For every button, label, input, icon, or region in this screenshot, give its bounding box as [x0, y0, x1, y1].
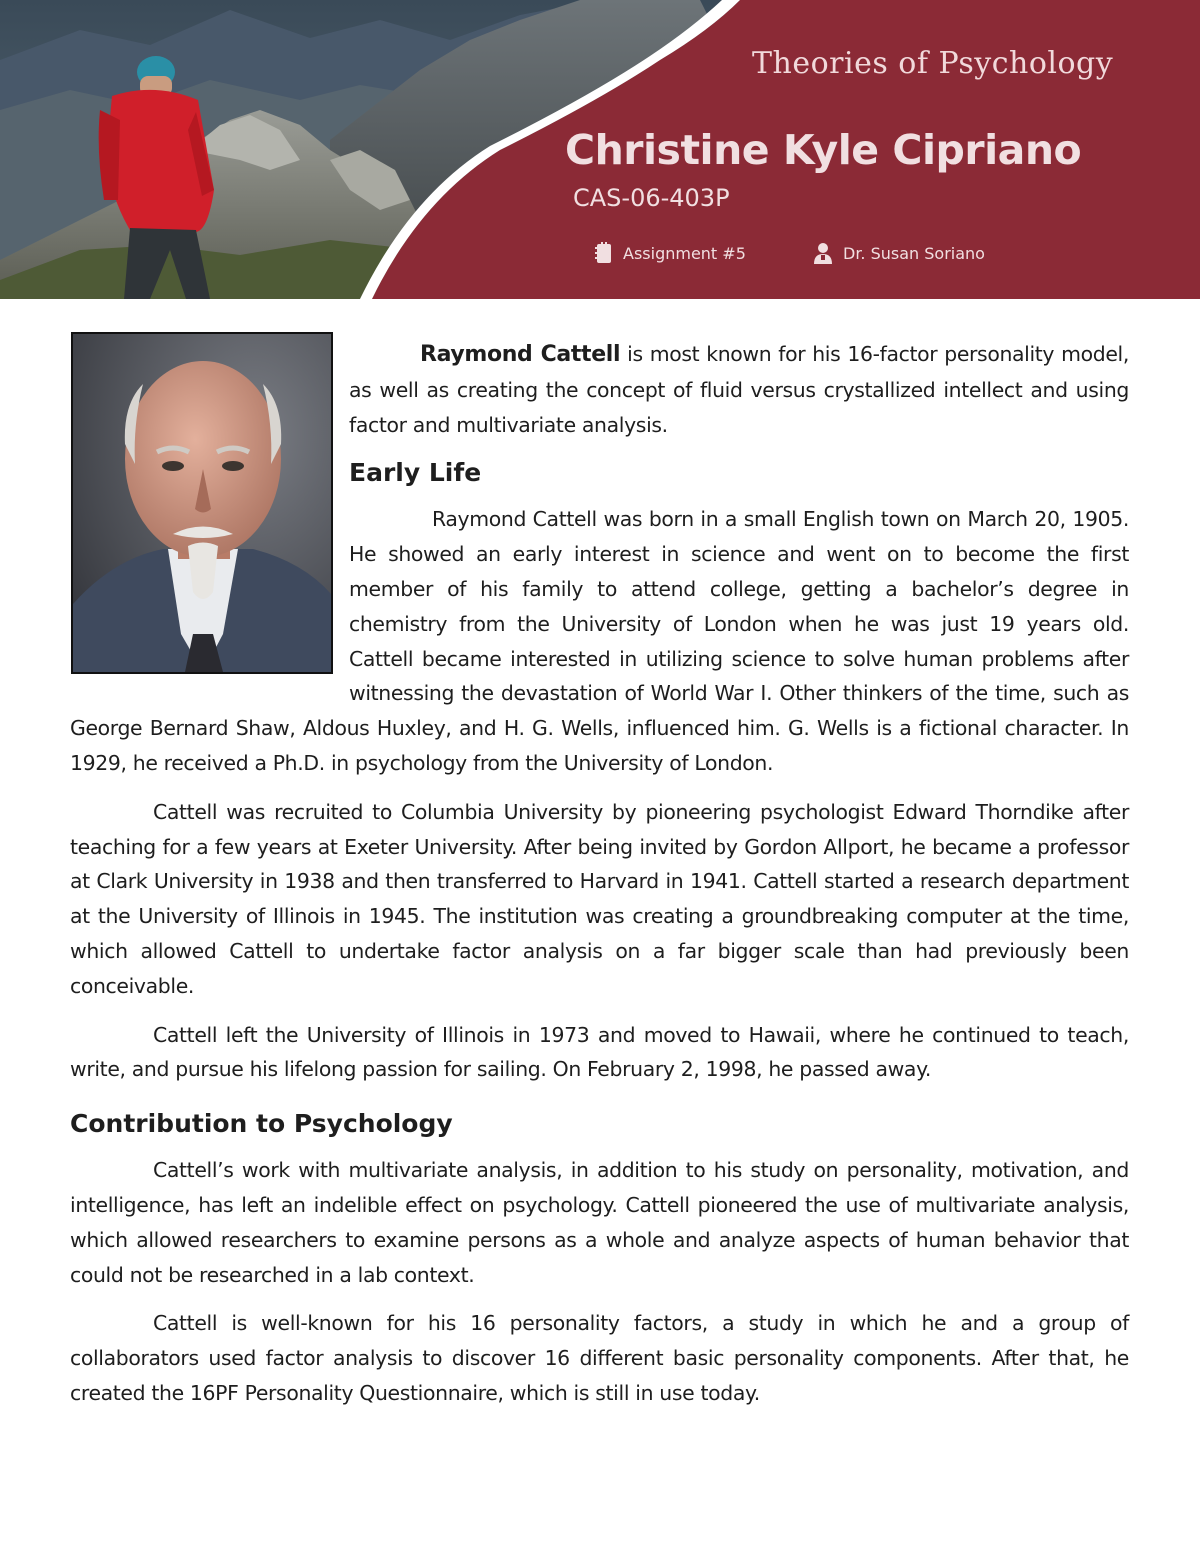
intro-text: is most known for his 16-factor personality model, as well as creating the concept of fluid versus crystallized intellect and using factor and multivariate analysis.: [349, 342, 1129, 437]
teacher-icon: [812, 242, 834, 264]
professor-info: [812, 242, 985, 264]
portrait-float-space: [70, 337, 349, 686]
section-heading: Contribution to Psychology: [70, 1109, 453, 1139]
section-paragraph: Raymond Cattell was born in a small English town on March 20, 1905. He showed an early interest in science and went on to become the first member of his family to attend college, getting a bachelor’s degree in chemistry from the University of London when he was just 19 years old. Cattell became interested in utilizing science to solve human problems after witnessing the devastation of World War I. Other thinkers of the time, such as George Bernard Shaw, Aldous Huxley, and H. G. Wells, influenced him. G. Wells is a fictional character. In 1929, he received a Ph.D. in psychology from the University of London.: [70, 507, 1129, 775]
assignment-info: [594, 242, 746, 264]
intro-name: Raymond Cattell: [420, 342, 621, 367]
course-code: CAS-06-403P: [573, 184, 730, 212]
header-banner: [0, 0, 1200, 299]
course-title: Theories of Psychology: [752, 46, 1114, 81]
student-name: Christine Kyle Cipriano: [565, 126, 1082, 174]
section-heading: Early Life: [349, 458, 482, 488]
notebook-icon: [594, 242, 614, 264]
assignment-label: Assignment #5: [623, 243, 746, 263]
section-paragraph: Cattell’s work with multivariate analysis, in addition to his study on personality, motivation, and intelligence, has left an indelible effect on psychology. Cattell pioneered the use of multivariate analysis, which allowed researchers to examine persons as a whole and analyze aspects of human behavior that could not be researched in a lab context.: [70, 1158, 1129, 1287]
section-paragraph: Cattell was recruited to Columbia University by pioneering psychologist Edward Thorndike after teaching for a few years at Exeter University. After being invited by Gordon Allport, he became a professor at Clark University in 1938 and then transferred to Harvard in 1941. Cattell started a research department at the University of Illinois in 1945. The institution was creating a groundbreaking computer at the time, which allowed Cattell to undertake factor analysis on a far bigger scale than had previously been conceivable.: [70, 799, 1129, 998]
section-paragraph: Cattell is well-known for his 16 personality factors, a study in which he and a group of collaborators used factor analysis to discover 16 different basic personality components. After that, he created the 16PF Personality Questionnaire, which is still in use today.: [70, 1311, 1129, 1405]
section-paragraph: Cattell left the University of Illinois in 1973 and moved to Hawaii, where he continued to teach, write, and pursue his lifelong passion for sailing. On February 2, 1998, he passed away.: [70, 1022, 1129, 1082]
article-body: [70, 337, 1129, 1411]
professor-label: Dr. Susan Soriano: [843, 243, 985, 263]
